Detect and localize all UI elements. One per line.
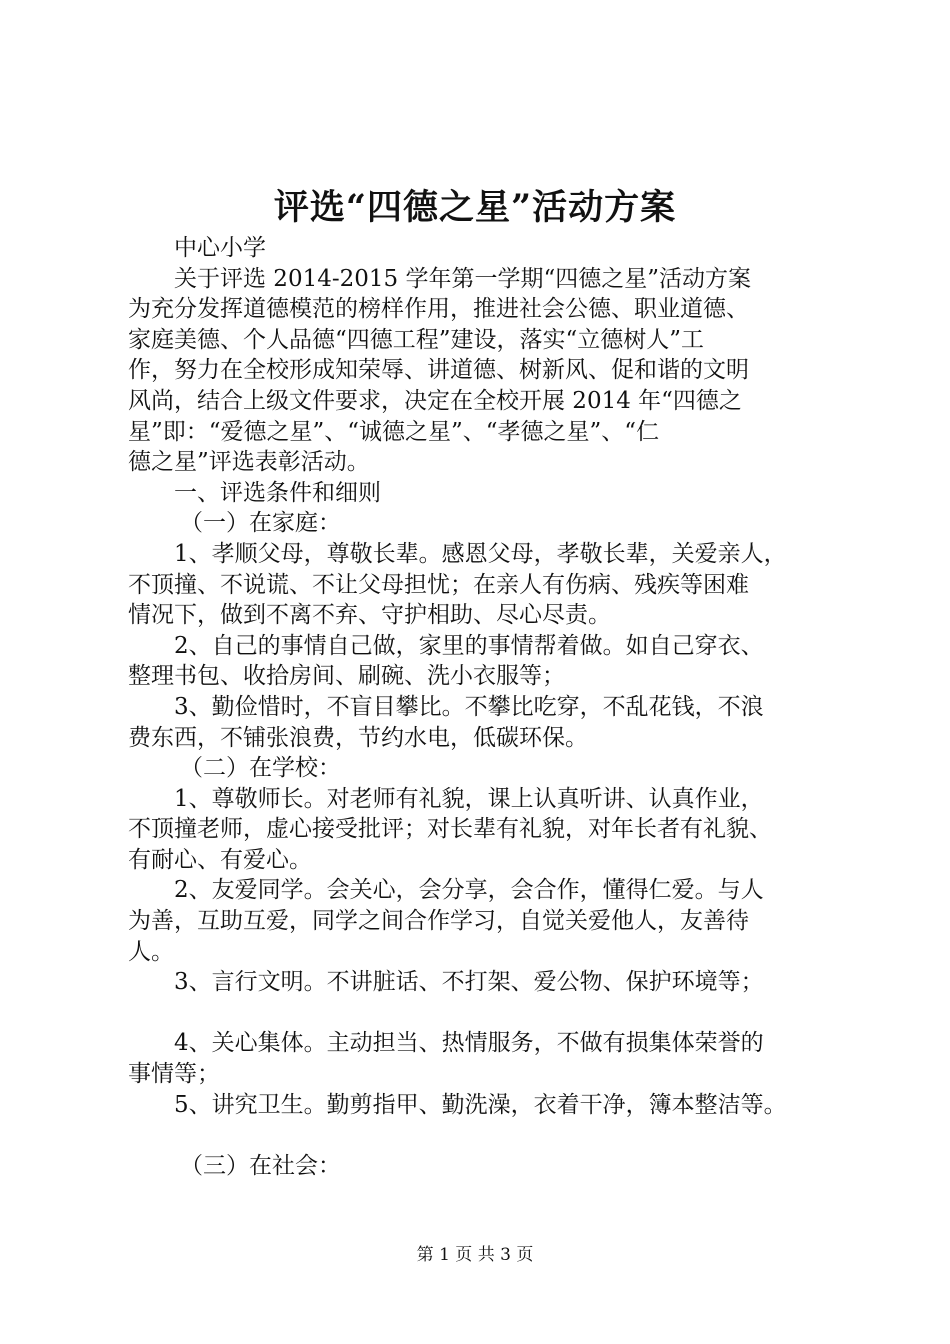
paragraph-line: 德之星”评选表彰活动。 <box>128 449 370 476</box>
paragraph-line: 有耐心、有爱心。 <box>128 846 312 873</box>
paragraph-line: 风尚，结合上级文件要求，决定在全校开展 2014 年“四德之 <box>128 387 742 414</box>
paragraph-line: 整理书包、收拾房间、刷碗、洗小衣服等； <box>128 663 565 690</box>
paragraph-line: 事情等； <box>128 1061 220 1088</box>
paragraph-line: 为善，互助互爱，同学之间合作学习，自觉关爱他人，友善待 <box>128 908 749 935</box>
page-number-footer: 第 1 页 共 3 页 <box>416 1245 534 1265</box>
subsection-heading: （一）在家庭： <box>180 510 341 537</box>
subsection-heading: （二）在学校： <box>180 755 341 782</box>
paragraph-line: 3、言行文明。不讲脏话、不打架、爱公物、保护环境等； <box>174 969 764 996</box>
document-title: 评选“四德之星”活动方案 <box>273 187 677 228</box>
paragraph-line: 4、关心集体。主动担当、热情服务，不做有损集体荣誉的 <box>174 1030 764 1057</box>
paragraph-line: 不顶撞老师，虚心接受批评；对长辈有礼貌，对年长者有礼貌、 <box>128 816 772 843</box>
paragraph-line: 星”即：“爱德之星”、“诚德之星”、“孝德之星”、“仁 <box>128 418 660 445</box>
paragraph-line: 关于评选 2014-2015 学年第一学期“四德之星”活动方案 <box>174 265 751 292</box>
paragraph-line: 1、尊敬师长。对老师有礼貌，课上认真听讲、认真作业， <box>174 785 764 812</box>
section-heading: 一、评选条件和细则 <box>174 479 381 506</box>
paragraph-line: 1、孝顺父母，尊敬长辈。感恩父母，孝敬长辈，关爱亲人， <box>174 540 787 567</box>
document-body <box>128 233 858 1181</box>
paragraph-line: 为充分发挥道德模范的榜样作用，推进社会公德、职业道德、 <box>128 296 749 323</box>
blank-line <box>128 1120 858 1151</box>
blank-line <box>128 998 858 1029</box>
paragraph-line: 3、勤俭惜时，不盲目攀比。不攀比吃穿，不乱花钱，不浪 <box>174 693 764 720</box>
subsection-heading: （三）在社会： <box>180 1152 341 1179</box>
paragraph-line: 家庭美德、个人品德“四德工程”建设，落实“立德树人”工 <box>128 326 705 353</box>
paragraph-line: 费东西，不铺张浪费，节约水电，低碳环保。 <box>128 724 588 751</box>
paragraph-line: 不顶撞、不说谎、不让父母担忧；在亲人有伤病、残疾等困难 <box>128 571 749 598</box>
paragraph-line: 作，努力在全校形成知荣辱、讲道德、树新风、促和谐的文明 <box>128 357 749 384</box>
paragraph-line: 中心小学 <box>174 235 266 261</box>
paragraph-line: 人。 <box>128 938 174 965</box>
paragraph-line: 5、讲究卫生。勤剪指甲、勤洗澡，衣着干净，簿本整洁等。 <box>174 1091 787 1118</box>
paragraph-line: 情况下，做到不离不弃、守护相助、尽心尽责。 <box>128 602 611 629</box>
paragraph-line: 2、自己的事情自己做，家里的事情帮着做。如自己穿衣、 <box>174 632 764 659</box>
paragraph-line: 2、友爱同学。会关心，会分享，会合作，懂得仁爱。与人 <box>174 877 764 904</box>
